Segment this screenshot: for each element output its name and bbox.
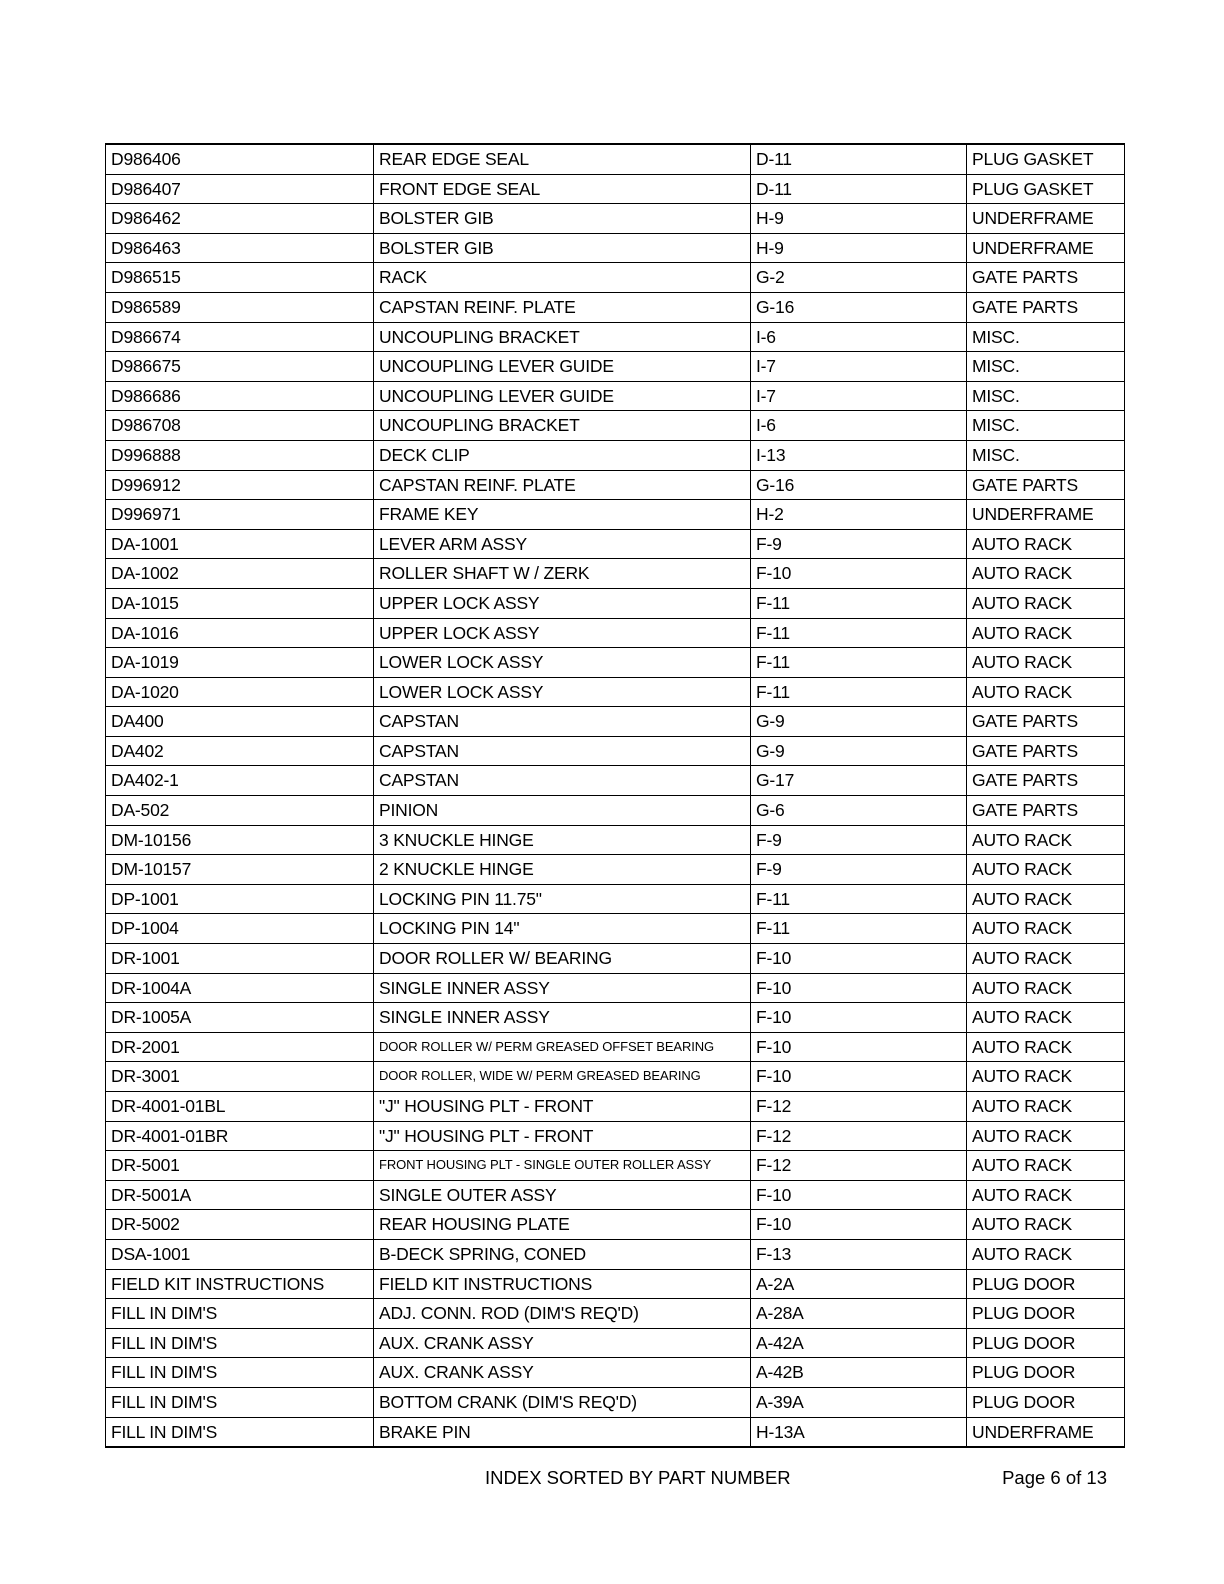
cell-location: A-2A bbox=[751, 1269, 967, 1299]
cell-location: F-12 bbox=[751, 1151, 967, 1181]
table-row bbox=[106, 174, 1125, 204]
parts-index-table-body bbox=[106, 144, 1125, 1447]
cell-part-number: DM-10157 bbox=[106, 855, 374, 885]
table-row bbox=[106, 884, 1125, 914]
cell-part-number: FIELD KIT INSTRUCTIONS bbox=[106, 1269, 374, 1299]
cell-part-number: DA-1001 bbox=[106, 529, 374, 559]
cell-location: F-10 bbox=[751, 973, 967, 1003]
cell-location: G-16 bbox=[751, 470, 967, 500]
cell-description: BOTTOM CRANK (DIM'S REQ'D) bbox=[374, 1387, 751, 1417]
cell-location: A-42B bbox=[751, 1358, 967, 1388]
cell-part-number: DA-1020 bbox=[106, 677, 374, 707]
cell-description: ADJ. CONN. ROD (DIM'S REQ'D) bbox=[374, 1299, 751, 1329]
footer-page-number: Page 6 of 13 bbox=[1002, 1467, 1107, 1488]
cell-group: PLUG DOOR bbox=[967, 1328, 1125, 1358]
cell-location: F-9 bbox=[751, 855, 967, 885]
cell-description: REAR EDGE SEAL bbox=[374, 144, 751, 174]
cell-description: DOOR ROLLER W/ PERM GREASED OFFSET BEARING bbox=[374, 1032, 751, 1062]
table-row bbox=[106, 440, 1125, 470]
cell-description: LOWER LOCK ASSY bbox=[374, 648, 751, 678]
cell-location: H-2 bbox=[751, 500, 967, 530]
cell-group: UNDERFRAME bbox=[967, 204, 1125, 234]
cell-location: F-10 bbox=[751, 1210, 967, 1240]
cell-part-number: DR-5001 bbox=[106, 1151, 374, 1181]
cell-location: F-10 bbox=[751, 559, 967, 589]
cell-description: DOOR ROLLER W/ BEARING bbox=[374, 944, 751, 974]
cell-location: F-12 bbox=[751, 1092, 967, 1122]
cell-part-number: D986462 bbox=[106, 204, 374, 234]
cell-location: H-9 bbox=[751, 233, 967, 263]
cell-description: UPPER LOCK ASSY bbox=[374, 618, 751, 648]
cell-part-number: D996912 bbox=[106, 470, 374, 500]
table-row bbox=[106, 736, 1125, 766]
table-row bbox=[106, 322, 1125, 352]
cell-description: BOLSTER GIB bbox=[374, 233, 751, 263]
table-row bbox=[106, 233, 1125, 263]
cell-group: AUTO RACK bbox=[967, 944, 1125, 974]
table-row bbox=[106, 1003, 1125, 1033]
cell-description: CAPSTAN REINF. PLATE bbox=[374, 470, 751, 500]
cell-description: RACK bbox=[374, 263, 751, 293]
cell-description: CAPSTAN bbox=[374, 736, 751, 766]
cell-group: AUTO RACK bbox=[967, 1092, 1125, 1122]
cell-part-number: DR-5001A bbox=[106, 1180, 374, 1210]
cell-group: AUTO RACK bbox=[967, 1062, 1125, 1092]
table-row bbox=[106, 1328, 1125, 1358]
cell-group: AUTO RACK bbox=[967, 677, 1125, 707]
cell-description: LEVER ARM ASSY bbox=[374, 529, 751, 559]
cell-location: I-7 bbox=[751, 381, 967, 411]
cell-group: MISC. bbox=[967, 440, 1125, 470]
table-row bbox=[106, 944, 1125, 974]
cell-description: CAPSTAN bbox=[374, 707, 751, 737]
footer-title: INDEX SORTED BY PART NUMBER bbox=[485, 1467, 791, 1488]
table-row bbox=[106, 292, 1125, 322]
cell-group: AUTO RACK bbox=[967, 588, 1125, 618]
cell-description: DOOR ROLLER, WIDE W/ PERM GREASED BEARING bbox=[374, 1062, 751, 1092]
cell-part-number: D986589 bbox=[106, 292, 374, 322]
cell-part-number: D986463 bbox=[106, 233, 374, 263]
cell-part-number: DR-2001 bbox=[106, 1032, 374, 1062]
cell-group: GATE PARTS bbox=[967, 470, 1125, 500]
table-row bbox=[106, 618, 1125, 648]
table-row bbox=[106, 1417, 1125, 1447]
cell-location: D-11 bbox=[751, 174, 967, 204]
cell-location: F-11 bbox=[751, 914, 967, 944]
cell-location: H-9 bbox=[751, 204, 967, 234]
cell-description: AUX. CRANK ASSY bbox=[374, 1328, 751, 1358]
cell-location: F-11 bbox=[751, 884, 967, 914]
cell-location: F-10 bbox=[751, 1062, 967, 1092]
cell-part-number: DP-1004 bbox=[106, 914, 374, 944]
cell-group: PLUG GASKET bbox=[967, 144, 1125, 174]
cell-part-number: DR-1005A bbox=[106, 1003, 374, 1033]
cell-part-number: D986675 bbox=[106, 352, 374, 382]
table-row bbox=[106, 855, 1125, 885]
cell-group: AUTO RACK bbox=[967, 1003, 1125, 1033]
cell-description: UNCOUPLING LEVER GUIDE bbox=[374, 352, 751, 382]
cell-description: UNCOUPLING LEVER GUIDE bbox=[374, 381, 751, 411]
cell-group: AUTO RACK bbox=[967, 529, 1125, 559]
table-row bbox=[106, 825, 1125, 855]
cell-part-number: FILL IN DIM'S bbox=[106, 1387, 374, 1417]
cell-group: GATE PARTS bbox=[967, 766, 1125, 796]
cell-location: A-39A bbox=[751, 1387, 967, 1417]
cell-description: FIELD KIT INSTRUCTIONS bbox=[374, 1269, 751, 1299]
cell-part-number: FILL IN DIM'S bbox=[106, 1358, 374, 1388]
parts-index-table bbox=[105, 143, 1125, 1448]
cell-location: I-6 bbox=[751, 411, 967, 441]
cell-part-number: DSA-1001 bbox=[106, 1239, 374, 1269]
cell-part-number: D986407 bbox=[106, 174, 374, 204]
cell-group: AUTO RACK bbox=[967, 618, 1125, 648]
cell-group: PLUG DOOR bbox=[967, 1299, 1125, 1329]
cell-description: FRONT HOUSING PLT - SINGLE OUTER ROLLER ASSY bbox=[374, 1151, 751, 1181]
cell-description: BOLSTER GIB bbox=[374, 204, 751, 234]
cell-part-number: D986406 bbox=[106, 144, 374, 174]
cell-group: AUTO RACK bbox=[967, 559, 1125, 589]
cell-group: MISC. bbox=[967, 411, 1125, 441]
cell-part-number: DA402-1 bbox=[106, 766, 374, 796]
cell-description: LOWER LOCK ASSY bbox=[374, 677, 751, 707]
cell-location: I-7 bbox=[751, 352, 967, 382]
cell-part-number: DA-1015 bbox=[106, 588, 374, 618]
cell-group: UNDERFRAME bbox=[967, 500, 1125, 530]
table-row bbox=[106, 648, 1125, 678]
cell-location: A-42A bbox=[751, 1328, 967, 1358]
cell-location: F-10 bbox=[751, 1032, 967, 1062]
table-row bbox=[106, 470, 1125, 500]
cell-part-number: D996971 bbox=[106, 500, 374, 530]
table-row bbox=[106, 1299, 1125, 1329]
cell-location: F-13 bbox=[751, 1239, 967, 1269]
cell-part-number: DA400 bbox=[106, 707, 374, 737]
table-row bbox=[106, 1269, 1125, 1299]
cell-location: A-28A bbox=[751, 1299, 967, 1329]
cell-group: AUTO RACK bbox=[967, 1239, 1125, 1269]
table-row bbox=[106, 1239, 1125, 1269]
cell-location: F-10 bbox=[751, 1180, 967, 1210]
cell-location: G-9 bbox=[751, 707, 967, 737]
cell-description: LOCKING PIN 11.75" bbox=[374, 884, 751, 914]
table-row bbox=[106, 1151, 1125, 1181]
table-row bbox=[106, 411, 1125, 441]
cell-description: CAPSTAN bbox=[374, 766, 751, 796]
cell-part-number: DR-1004A bbox=[106, 973, 374, 1003]
cell-description: AUX. CRANK ASSY bbox=[374, 1358, 751, 1388]
table-row bbox=[106, 529, 1125, 559]
cell-description: LOCKING PIN 14" bbox=[374, 914, 751, 944]
cell-part-number: D996888 bbox=[106, 440, 374, 470]
table-row bbox=[106, 1032, 1125, 1062]
cell-part-number: FILL IN DIM'S bbox=[106, 1328, 374, 1358]
cell-location: F-11 bbox=[751, 618, 967, 648]
cell-location: F-12 bbox=[751, 1121, 967, 1151]
cell-description: ROLLER SHAFT W / ZERK bbox=[374, 559, 751, 589]
cell-group: PLUG DOOR bbox=[967, 1387, 1125, 1417]
table-row bbox=[106, 144, 1125, 174]
cell-group: GATE PARTS bbox=[967, 263, 1125, 293]
cell-group: GATE PARTS bbox=[967, 292, 1125, 322]
cell-part-number: DR-4001-01BR bbox=[106, 1121, 374, 1151]
cell-part-number: DP-1001 bbox=[106, 884, 374, 914]
cell-description: UPPER LOCK ASSY bbox=[374, 588, 751, 618]
table-row bbox=[106, 1121, 1125, 1151]
cell-description: BRAKE PIN bbox=[374, 1417, 751, 1447]
cell-part-number: D986708 bbox=[106, 411, 374, 441]
cell-location: H-13A bbox=[751, 1417, 967, 1447]
cell-location: F-11 bbox=[751, 588, 967, 618]
cell-group: AUTO RACK bbox=[967, 855, 1125, 885]
table-row bbox=[106, 588, 1125, 618]
cell-group: AUTO RACK bbox=[967, 825, 1125, 855]
cell-description: SINGLE INNER ASSY bbox=[374, 1003, 751, 1033]
cell-part-number: DM-10156 bbox=[106, 825, 374, 855]
cell-description: FRAME KEY bbox=[374, 500, 751, 530]
cell-description: CAPSTAN REINF. PLATE bbox=[374, 292, 751, 322]
table-row bbox=[106, 973, 1125, 1003]
table-row bbox=[106, 500, 1125, 530]
cell-description: 3 KNUCKLE HINGE bbox=[374, 825, 751, 855]
cell-location: G-6 bbox=[751, 796, 967, 826]
cell-description: UNCOUPLING BRACKET bbox=[374, 411, 751, 441]
cell-group: AUTO RACK bbox=[967, 914, 1125, 944]
table-row bbox=[106, 559, 1125, 589]
table-row bbox=[106, 381, 1125, 411]
table-row bbox=[106, 263, 1125, 293]
cell-group: GATE PARTS bbox=[967, 707, 1125, 737]
table-row bbox=[106, 1387, 1125, 1417]
table-row bbox=[106, 796, 1125, 826]
table-row bbox=[106, 677, 1125, 707]
cell-location: G-9 bbox=[751, 736, 967, 766]
cell-part-number: FILL IN DIM'S bbox=[106, 1417, 374, 1447]
cell-location: G-16 bbox=[751, 292, 967, 322]
cell-location: I-6 bbox=[751, 322, 967, 352]
cell-group: AUTO RACK bbox=[967, 1210, 1125, 1240]
table-row bbox=[106, 1180, 1125, 1210]
cell-description: SINGLE OUTER ASSY bbox=[374, 1180, 751, 1210]
cell-group: UNDERFRAME bbox=[967, 233, 1125, 263]
cell-description: B-DECK SPRING, CONED bbox=[374, 1239, 751, 1269]
cell-group: AUTO RACK bbox=[967, 1032, 1125, 1062]
cell-location: G-2 bbox=[751, 263, 967, 293]
cell-description: REAR HOUSING PLATE bbox=[374, 1210, 751, 1240]
table-row bbox=[106, 1210, 1125, 1240]
cell-description: PINION bbox=[374, 796, 751, 826]
cell-description: DECK CLIP bbox=[374, 440, 751, 470]
cell-group: AUTO RACK bbox=[967, 1121, 1125, 1151]
table-row bbox=[106, 707, 1125, 737]
cell-description: FRONT EDGE SEAL bbox=[374, 174, 751, 204]
table-row bbox=[106, 766, 1125, 796]
cell-description: "J" HOUSING PLT - FRONT bbox=[374, 1092, 751, 1122]
cell-part-number: DA-502 bbox=[106, 796, 374, 826]
cell-location: I-13 bbox=[751, 440, 967, 470]
cell-part-number: DR-5002 bbox=[106, 1210, 374, 1240]
page-footer bbox=[105, 1465, 1113, 1491]
cell-part-number: D986686 bbox=[106, 381, 374, 411]
cell-group: AUTO RACK bbox=[967, 648, 1125, 678]
cell-group: AUTO RACK bbox=[967, 884, 1125, 914]
cell-location: F-10 bbox=[751, 1003, 967, 1033]
cell-location: F-10 bbox=[751, 944, 967, 974]
cell-location: G-17 bbox=[751, 766, 967, 796]
cell-group: GATE PARTS bbox=[967, 796, 1125, 826]
cell-part-number: FILL IN DIM'S bbox=[106, 1299, 374, 1329]
cell-group: GATE PARTS bbox=[967, 736, 1125, 766]
cell-part-number: DA402 bbox=[106, 736, 374, 766]
cell-part-number: DA-1019 bbox=[106, 648, 374, 678]
cell-part-number: D986515 bbox=[106, 263, 374, 293]
cell-group: AUTO RACK bbox=[967, 1180, 1125, 1210]
table-row bbox=[106, 1092, 1125, 1122]
cell-group: AUTO RACK bbox=[967, 1151, 1125, 1181]
cell-group: MISC. bbox=[967, 381, 1125, 411]
cell-group: UNDERFRAME bbox=[967, 1417, 1125, 1447]
cell-description: 2 KNUCKLE HINGE bbox=[374, 855, 751, 885]
cell-description: SINGLE INNER ASSY bbox=[374, 973, 751, 1003]
cell-group: MISC. bbox=[967, 322, 1125, 352]
table-row bbox=[106, 1062, 1125, 1092]
cell-location: F-9 bbox=[751, 529, 967, 559]
cell-group: MISC. bbox=[967, 352, 1125, 382]
cell-part-number: D986674 bbox=[106, 322, 374, 352]
table-row bbox=[106, 1358, 1125, 1388]
table-row bbox=[106, 914, 1125, 944]
cell-location: F-9 bbox=[751, 825, 967, 855]
cell-group: PLUG DOOR bbox=[967, 1269, 1125, 1299]
cell-description: "J" HOUSING PLT - FRONT bbox=[374, 1121, 751, 1151]
cell-part-number: DR-1001 bbox=[106, 944, 374, 974]
cell-description: UNCOUPLING BRACKET bbox=[374, 322, 751, 352]
cell-location: D-11 bbox=[751, 144, 967, 174]
cell-group: AUTO RACK bbox=[967, 973, 1125, 1003]
cell-location: F-11 bbox=[751, 648, 967, 678]
cell-group: PLUG GASKET bbox=[967, 174, 1125, 204]
table-row bbox=[106, 352, 1125, 382]
cell-part-number: DR-4001-01BL bbox=[106, 1092, 374, 1122]
cell-part-number: DA-1016 bbox=[106, 618, 374, 648]
table-row bbox=[106, 204, 1125, 234]
cell-part-number: DA-1002 bbox=[106, 559, 374, 589]
cell-location: F-11 bbox=[751, 677, 967, 707]
cell-part-number: DR-3001 bbox=[106, 1062, 374, 1092]
cell-group: PLUG DOOR bbox=[967, 1358, 1125, 1388]
